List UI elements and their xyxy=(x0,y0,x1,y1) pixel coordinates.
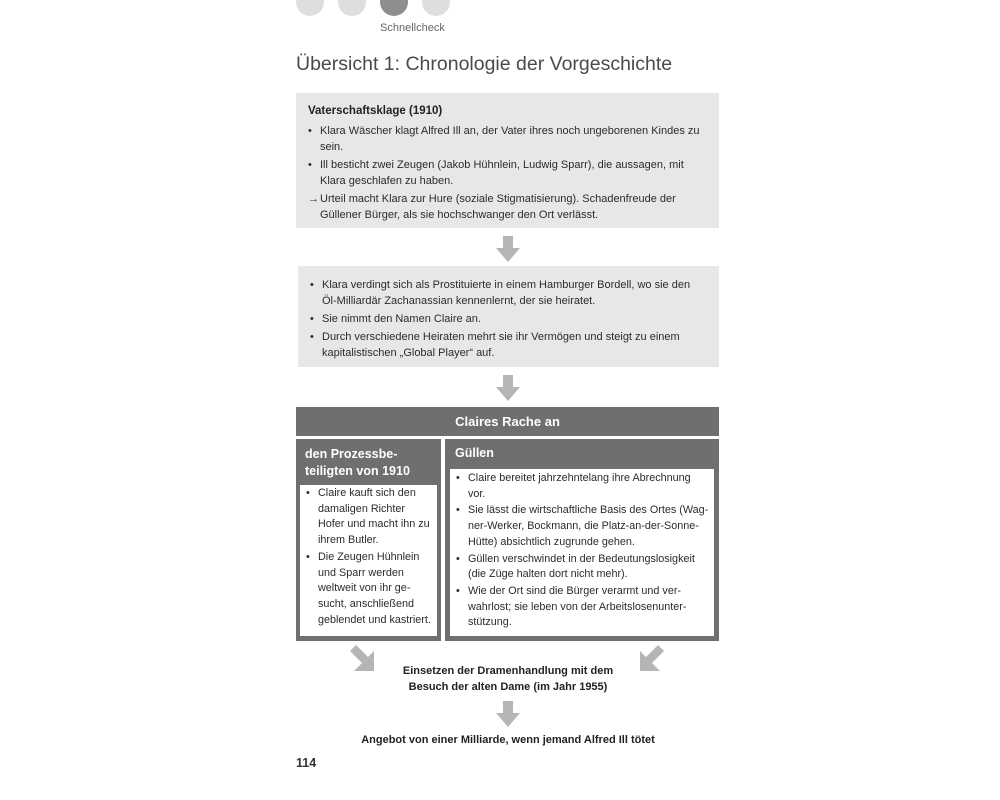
box1-list xyxy=(308,123,706,225)
box-paternity-suit xyxy=(296,93,719,228)
list-item: • Wie der Ort sind die Bürger verarmt und ver-wahrlost; sie leben von der Arbeitslosenunter-stützung. xyxy=(456,584,687,629)
list-item: • Klara Wäscher klagt Alfred Ill an, der Vater ihres noch ungeborenen Kindes zu sein. xyxy=(308,125,700,153)
outcome-line-1: Einsetzen der Dramenhandlung mit dem xyxy=(402,665,614,677)
nav-active-label: Schnellcheck xyxy=(380,22,445,34)
column-title: Güllen xyxy=(455,446,494,460)
box-hamburg-career xyxy=(298,266,719,367)
revenge-column-guellen xyxy=(445,439,719,641)
revenge-banner: Claires Rache an xyxy=(296,407,719,436)
participants-list xyxy=(306,486,434,629)
list-item: • Durch verschiedene Heiraten mehrt sie ihr Vermögen und steigt zu einem kapitalistischen „Global Player“ auf. xyxy=(310,331,680,359)
arrow-down-icon xyxy=(496,375,520,401)
guellen-list xyxy=(456,471,710,632)
arrow-down-icon xyxy=(496,701,520,727)
box-heading: Vaterschaftsklage (1910) xyxy=(308,105,443,117)
arrow-diagonal-icon xyxy=(636,645,664,673)
list-item: • Güllen verschwindet in der Bedeutungslosigkeit (die Züge halten dort nicht mehr). xyxy=(456,552,695,581)
page-title: Übersicht 1: Chronologie der Vorgeschichte xyxy=(296,53,673,75)
list-item: • Ill besticht zwei Zeugen (Jakob Hühnlein, Ludwig Sparr), die aussagen, mit Klara geschlafen zu haben. xyxy=(308,159,684,187)
column-title: den Prozessbe-teiligten von 1910 xyxy=(305,447,410,478)
list-item: • Sie nimmt den Namen Claire an. xyxy=(310,313,481,325)
column-content xyxy=(300,485,437,636)
outcome-text xyxy=(380,663,636,695)
final-offer-text: Angebot von einer Milliarde, wenn jemand Alfred Ill tötet xyxy=(361,734,655,746)
outcome-line-2: Besuch der alten Dame (im Jahr 1955) xyxy=(408,681,608,693)
list-item: • Die Zeugen Hühnlein und Sparr werden weltweit von ihr ge-sucht, anschließend geblendet und kastriert. xyxy=(306,550,431,626)
list-item: • Claire kauft sich den damaligen Richter Hofer und macht ihn zu ihrem Butler. xyxy=(306,487,430,547)
arrow-diagonal-icon xyxy=(350,645,378,673)
list-item: • Claire bereitet jahrzehntelang ihre Abrechnung vor. xyxy=(456,472,691,500)
list-item: • Klara verdingt sich als Prostituierte in einem Hamburger Bordell, wo sie den Öl-Milliardär Zachanassian kennenlernt, der sie heiratet. xyxy=(310,279,691,307)
column-content xyxy=(450,469,714,636)
box2-list xyxy=(310,277,707,363)
list-item: → Urteil macht Klara zur Hure (soziale Stigmatisierung). Schadenfreude der Güllener Bürger, als sie hochschwanger den Ort verlässt. xyxy=(308,193,676,221)
list-item: • Sie lässt die wirtschaftliche Basis des Ortes (Wag-ner-Werker, Bockmann, die Platz-an-der-Sonne-Hütte) absichtlich zugrunde gehen. xyxy=(456,504,709,548)
arrow-down-icon xyxy=(496,236,520,262)
revenge-column-participants xyxy=(296,439,441,641)
page-number: 114 xyxy=(296,756,317,770)
